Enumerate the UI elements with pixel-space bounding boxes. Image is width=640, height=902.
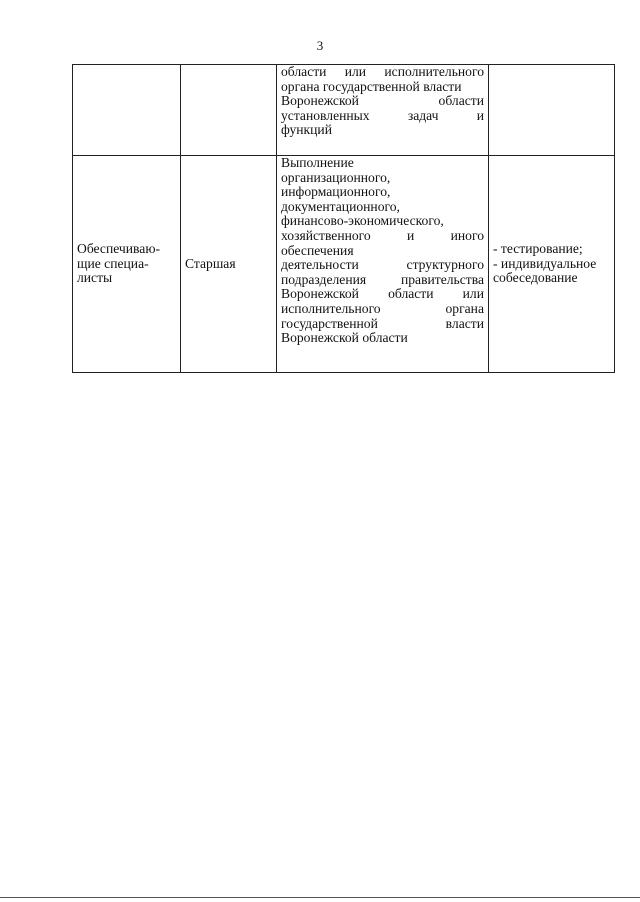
text-line: - тестирование; [493,241,583,257]
text-line: хозяйственного и иного [281,227,484,243]
text-line: организационного, [281,169,391,185]
text-line: исполнительного органа [281,300,484,316]
text-line: собеседование [493,270,578,286]
page-bottom-rule [0,897,640,898]
text-line: Воронежской области или [281,286,484,302]
competition-table [72,64,615,373]
text-line: щие специа- [77,255,149,271]
text-line: обеспечения [281,242,354,258]
text-line: Воронежской области [281,93,484,109]
methods-cell [489,156,615,373]
text-line: области или исполнительного [281,64,484,79]
text-line: деятельности структурного [281,257,484,273]
text-line: государственной власти [281,315,484,331]
category-cell: Старшая [181,156,277,373]
text-line: листы [77,270,113,286]
text-line: установленных задач и [281,107,484,123]
duties-cell [277,156,489,373]
text-line: - индивидуальное [493,255,597,271]
category-cell [181,65,277,156]
group-cell [73,65,181,156]
table-row [73,65,615,156]
text-line: информационного, [281,184,391,200]
text-line: функций [281,122,332,138]
methods-cell [489,65,615,156]
text-line: Выполнение [281,155,354,170]
text-line: Обеспечиваю- [77,241,160,257]
text-line: органа государственной власти [281,78,462,94]
text-line: подразделения правительства [281,271,484,287]
text-line: документационного, [281,198,400,214]
group-cell [73,156,181,373]
table-row [73,156,615,373]
text-line: Воронежской области [281,330,408,346]
duties-cell [277,65,489,156]
text-line: финансово-экономического, [281,213,444,229]
page-number: 3 [316,38,324,53]
